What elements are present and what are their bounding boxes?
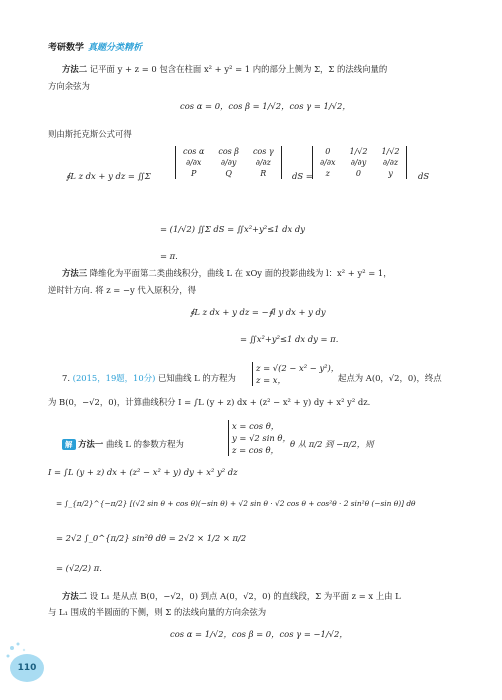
det1-cell: cos α [183,147,205,156]
det1-cell: cos γ [252,147,274,156]
header-subject: 考研数学 [48,43,85,53]
det2-cell: 1/√2 [349,147,368,156]
param-x: x = cos θ， [232,421,280,431]
problem7-text1: 已知曲线 L 的方程为 [158,373,236,383]
param-y: y = √2 sin θ， [232,433,291,443]
det2-cell: z [325,169,330,178]
running-header [48,40,142,53]
method3-eq1: ∮L z dx + y dz = −∮l y dx + y dy [190,307,326,317]
solution2-label: 方法二 [62,591,88,601]
method2a-text2: 方向余弦为 [48,81,90,91]
solution1-l4: = (√2/2) π. [56,563,102,573]
det2-cell: ∂/∂x [320,158,336,167]
solution1-text: 曲线 L 的参数方程为 [105,439,184,449]
solution1-l1: I = ∫L (y + z) dx + (z² − x² + y) dy + x² y² dz [48,467,238,477]
solution2-text2: 与 L₁ 围成的半圆面的下侧，则 Σ 的法线向量的方向余弦为 [48,607,267,617]
solution1-label: 方法一 [78,439,104,449]
det2-cell: y [388,169,393,178]
page-number: 110 [10,654,44,682]
problem7-source: (2015，19题，10分) [72,373,156,383]
det1-cell: ∂/∂y [220,158,237,167]
param-z: z = cos θ， [232,445,279,455]
stokes-integral-lhs: ∮L z dx + y dz = ∬Σ [66,171,151,181]
method2a-label: 方法二 [62,64,88,74]
det2-cell: ∂/∂z [382,158,399,167]
ds-label: dS = [292,171,313,181]
stokes-result2: = π. [160,251,178,261]
determinant-2 [312,146,407,179]
det2-cell: ∂/∂y [350,158,367,167]
solution2-line1 [62,590,401,602]
problem7-text2: 为 B(0，−√2，0)，计算曲线积分 I = ∫L (y + z) dx + (z² − x² + y) dy + x² y² dz. [48,397,371,407]
stokes-intro: 则由斯托克斯公式可得 [48,129,132,139]
det1-cell: Q [225,169,232,178]
problem7-curve-system [252,362,339,386]
problem7-number: 7. [62,373,70,383]
det2-cell: 0 [355,169,362,178]
problem7-case1: z = √(2 − x² − y²)， [256,363,340,373]
header-brand: 真题分类精析 [88,43,143,53]
method2a-line1 [62,63,387,75]
det1-cell: R [260,169,267,178]
determinant-1 [175,146,282,179]
solution1-param-system [228,420,291,456]
problem7-case2: z = x， [256,375,286,385]
stokes-result1: = (1/√2) ∬Σ dS = ∬x²+y²≤1 dx dy [160,224,306,234]
method3-label: 方法三 [62,268,88,278]
solution1-line [62,438,184,451]
method3-eq2: = ∬x²+y²≤1 dx dy = π. [240,334,339,344]
solution2-cos-line: cos α = 1/√2，cos β = 0，cos γ = −1/√2， [170,629,348,639]
method3-text1: 降维化为平面第二类曲线积分，曲线 L 在 xOy 面的投影曲线为 l：x² + y² = 1， [89,268,392,278]
det2-cell: 0 [325,147,331,156]
det1-cell: ∂/∂z [255,158,271,167]
method2a-cos-line: cos α = 0，cos β = 1/√2，cos γ = 1/√2， [180,101,351,111]
method3-line1 [62,267,392,279]
method2a-text1: 记平面 y + z = 0 包含在柱面 x² + y² = 1 内的部分上侧为 Σ，Σ 的法线向量的 [89,64,388,74]
method3-text2: 逆时针方向. 将 z = −y 代入原积分，得 [48,285,197,295]
det1-cell: P [190,169,197,178]
det1-cell: cos β [218,147,239,156]
problem7-text1b: 起点为 A(0，√2，0)，终点 [338,373,442,383]
problem7-line1 [62,372,236,384]
solution1-range: θ 从 π/2 到 −π/2，则 [290,439,374,449]
solution1-l2: = ∫_{π/2}^{−π/2} [(√2 sin θ + cos θ)(−sin θ) + √2 sin θ · √2 cos θ + cos²θ · 2 sin²θ (−sin θ)] dθ [56,499,416,508]
det2-cell: 1/√2 [381,147,400,156]
det1-cell: ∂/∂x [185,158,202,167]
ds2-label: dS [418,171,430,181]
solution2-text1: 设 L₁ 是从点 B(0，−√2，0) 到点 A(0，√2，0) 的直线段，Σ 为平面 z = x 上由 L [89,591,401,601]
solution-badge: 解 [62,439,76,450]
solution1-l3: = 2√2 ∫_0^{π/2} sin²θ dθ = 2√2 × 1/2 × π/2 [56,533,247,543]
